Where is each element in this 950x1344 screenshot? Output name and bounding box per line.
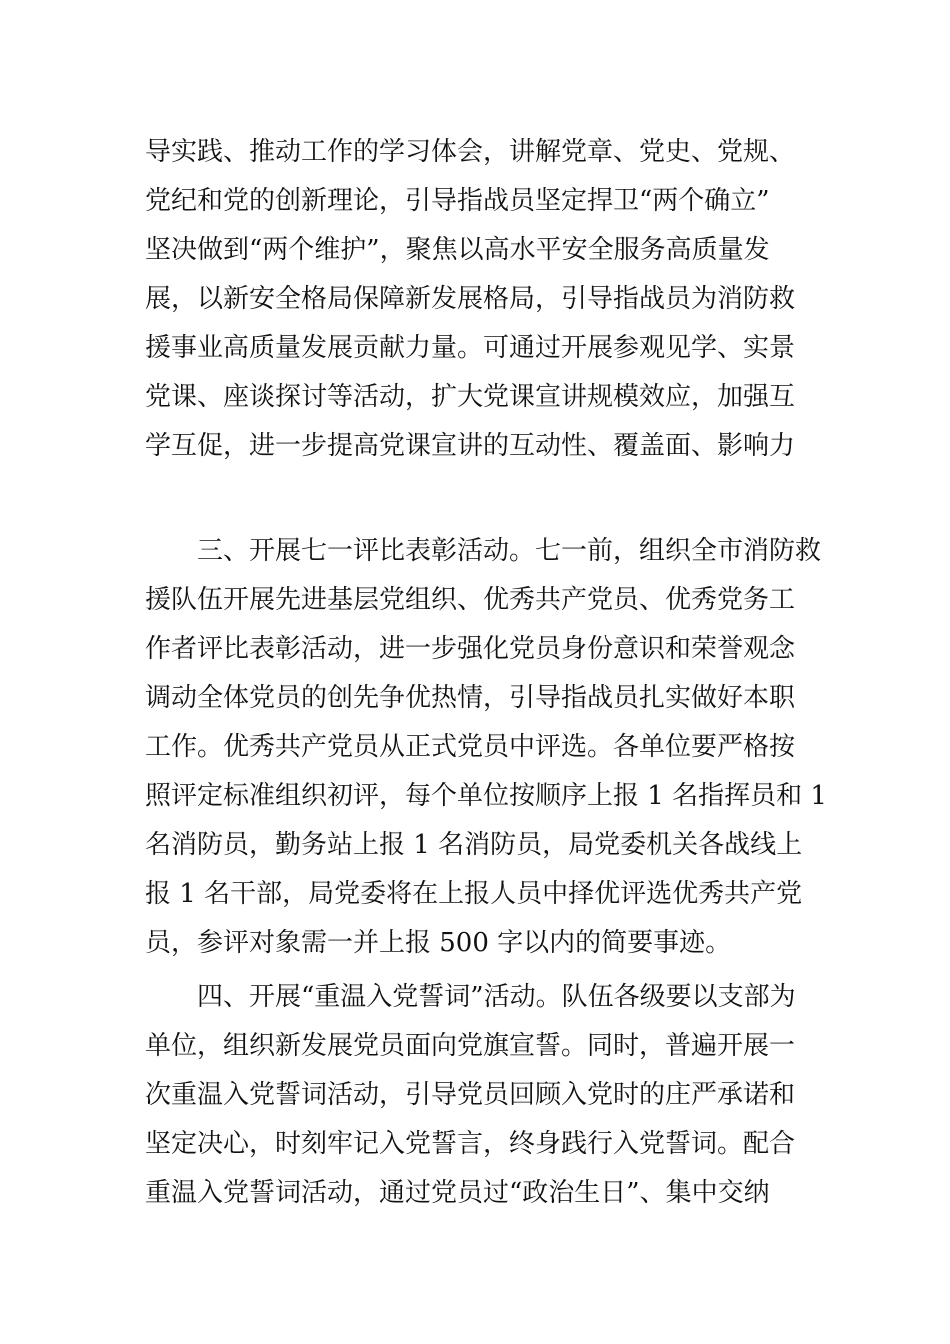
paragraph-line: 名消防员，勤务站上报 1 名消防员，局党委机关各战线上 — [145, 830, 803, 860]
paragraph-line: 调动全体党员的创先争优热情，引导指战员扎实做好本职 — [145, 683, 796, 713]
paragraph-line: 重温入党誓词活动，通过党员过“政治生日”、集中交纳 — [145, 1178, 770, 1208]
paragraph-line: 坚决做到“两个维护”，聚焦以高水平安全服务高质量发 — [145, 235, 770, 265]
section-three-first-line: 三、开展七一评比表彰活动。七一前，组织全市消防救 — [197, 536, 822, 566]
paragraph-line: 作者评比表彰活动，进一步强化党员身份意识和荣誉观念 — [145, 634, 796, 664]
paragraph-line: 报 1 名干部，局党委将在上报人员中择优评选优秀共产党 — [145, 879, 803, 909]
paragraph-line: 单位，组织新发展党员面向党旗宣誓。同时，普遍开展一 — [145, 1031, 796, 1061]
paragraph-line: 学互促，进一步提高党课宣讲的互动性、覆盖面、影响力 — [145, 431, 796, 461]
paragraph-line: 员，参评对象需一并上报 500 字以内的简要事迹。 — [145, 928, 732, 958]
paragraph-line: 援队伍开展先进基层党组织、优秀共产党员、优秀党务工 — [145, 585, 796, 615]
paragraph-line: 党课、座谈探讨等活动，扩大党课宣讲规模效应，加强互 — [145, 382, 796, 412]
section-four-first-line: 四、开展“重温入党誓词”活动。队伍各级要以支部为 — [197, 982, 796, 1012]
paragraph-line: 坚定决心，时刻牢记入党誓言，终身践行入党誓词。配合 — [145, 1129, 796, 1159]
paragraph-line: 导实践、推动工作的学习体会，讲解党章、党史、党规、 — [145, 137, 796, 167]
paragraph-line: 工作。优秀共产党员从正式党员中评选。各单位要严格按 — [145, 732, 796, 762]
paragraph-line: 照评定标准组织初评，每个单位按顺序上报 1 名指挥员和 1 — [145, 781, 827, 811]
paragraph-line: 次重温入党誓词活动，引导党员回顾入党时的庄严承诺和 — [145, 1080, 796, 1110]
paragraph-line: 援事业高质量发展贡献力量。可通过开展参观见学、实景 — [145, 333, 796, 363]
paragraph-line: 展，以新安全格局保障新发展格局，引导指战员为消防救 — [145, 284, 796, 314]
paragraph-line: 党纪和党的创新理论，引导指战员坚定捍卫“两个确立” — [145, 186, 770, 216]
